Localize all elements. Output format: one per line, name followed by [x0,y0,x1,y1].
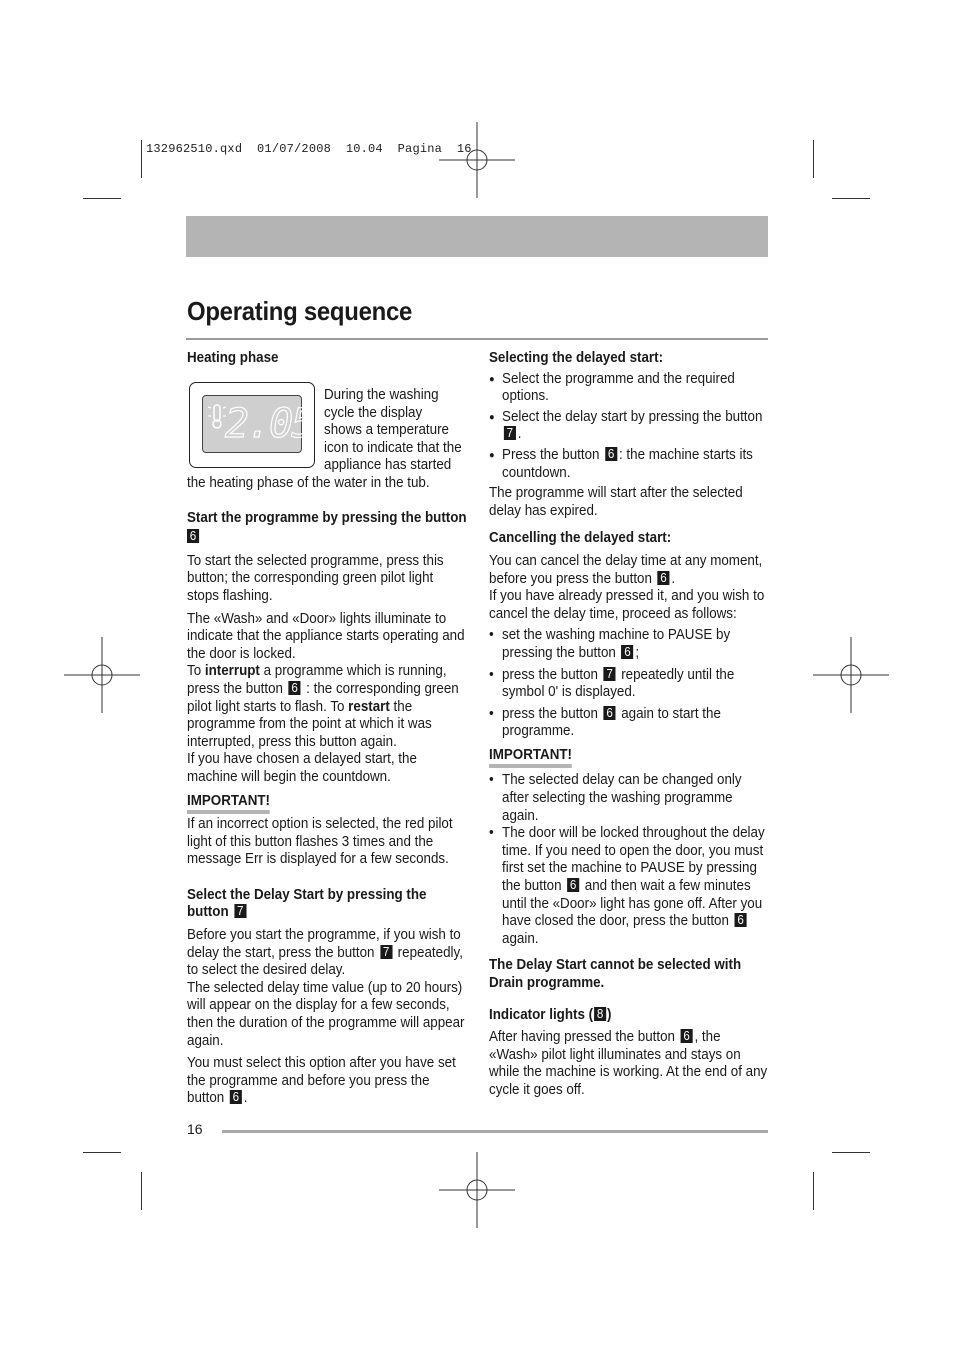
start-paragraph-1: To start the selected programme, press this button; the corresponding green pilot light stops flashing. [187,552,444,604]
delay-paragraph-3: You must select this option after you have set the programme and before you press the button 6 . [187,1055,456,1107]
start-heading: Start the programme by pressing the button 6 [187,509,467,544]
heating-heading: Heating phase [187,350,279,366]
important-list [489,772,768,948]
start-paragraph-4: If you have chosen a delayed start, the machine will begin the countdown. [187,751,417,785]
display-illustration [189,382,316,469]
indicator-heading: Indicator lights ( 8 ) [489,1006,612,1023]
button-6-badge: 6 [289,681,301,695]
crop-mark [83,198,121,199]
button-6-badge: 6 [621,645,633,659]
button-6-badge: 6 [605,447,617,461]
important-label: IMPORTANT! [489,747,572,769]
crop-mark [832,198,870,199]
footer-rule [222,1130,768,1133]
button-7-badge: 7 [504,426,516,440]
registration-mark-icon [439,1152,515,1228]
crop-mark [832,1152,870,1153]
list-item: ● Select the programme and the required options. [489,370,735,405]
important-label: IMPORTANT! [187,793,270,815]
button-7-badge: 7 [604,667,616,681]
indicator-paragraph: After having pressed the button 6 , the «Wash» pilot light illuminates and stays on while the machine is working. At the end of any cycle it goes off. [489,1029,768,1098]
left-column [187,350,469,368]
start-paragraph-5: If an incorrect option is selected, the red pilot light of this button flashes 3 times and the message Err is displayed for a few seconds. [187,816,453,868]
list-item: • The selected delay can be changed only after selecting the washing programme again. [489,772,742,824]
drain-note: The Delay Start cannot be selected with Drain programme. [489,957,742,991]
button-6-badge: 6 [187,529,199,543]
cancelling-paragraph-1: You can cancel the delay time at any moment, before you press the button 6 . [489,552,763,587]
header-bar [186,216,768,257]
cancelling-paragraph-2: If you have already pressed it, and you wish to cancel the delay time, proceed as follows: [489,588,765,622]
button-6-badge: 6 [735,913,747,927]
thermometer-icon [207,402,227,432]
crop-mark [141,140,142,178]
list-item: ● Press the button 6 : the machine starts its countdown. [489,446,753,481]
registration-mark-icon [813,637,889,713]
delay-paragraph-1: Before you start the programme, if you wish to delay the start, press the button 7 repeatedly, to select the desired delay. [187,927,463,979]
start-paragraph-2: The «Wash» and «Door» lights illuminate to indicate that the appliance starts operating and the door is locked. [187,610,465,662]
crop-mark [83,1152,121,1153]
heating-text-a: During the washing cycle the display shows a temperature icon to indicate that the appliance has started [324,387,462,474]
button-6-badge: 6 [567,878,579,892]
display-frame [189,382,315,468]
selecting-after: The programme will start after the selected delay has expired. [489,485,743,519]
cancelling-list [489,627,768,741]
delay-paragraph-2: The selected delay time value (up to 20 hours) will appear on the display for a few seconds, then the duration of the programme will appear again. [187,979,465,1049]
heating-text-b: the heating phase of the water in the tub. [187,475,430,491]
button-6-badge: 6 [230,1090,242,1104]
button-6-badge: 6 [658,571,670,585]
selecting-heading: Selecting the delayed start: [489,350,664,366]
crop-mark [813,140,814,178]
list-item: • The door will be locked throughout the delay time. If you need to open the door, you must first set the machine to PAUSE by pressing the button 6 and then wait a few minutes until the «Door» light has gone off. After you have closed the door, press the button 6 again. [489,825,765,947]
title-rule [186,338,768,340]
list-item: • press the button 6 again to start the programme. [489,705,721,740]
button-7-badge: 7 [234,904,246,918]
page-title: Operating sequence [187,296,412,326]
list-item: ● Select the delay start by pressing the button 7 . [489,408,763,443]
page-number: 16 [187,1121,203,1137]
print-header: 132962510.qxd 01/07/2008 10.04 Pagina 16 [146,142,472,156]
button-6-badge: 6 [604,706,616,720]
start-paragraph-3: To interrupt a programme which is running, press the button 6 : the corresponding green pilot light starts to flash. To restart the programme from the point at which it was interrupted, press this button again. [187,663,459,750]
right-column [489,350,771,1100]
delay-heading: Select the Delay Start by pressing the button 7 [187,886,427,921]
button-8-badge: 8 [594,1007,606,1021]
crop-mark [141,1172,142,1210]
left-column-body [187,475,469,1108]
list-item: • set the washing machine to PAUSE by pressing the button 6 ; [489,627,731,661]
cancelling-heading: Cancelling the delayed start: [489,530,672,547]
display-digits: 2.05 [225,401,314,447]
registration-mark-icon [439,122,515,198]
heating-text-side [324,387,474,475]
selecting-list [489,371,768,483]
display-screen [202,395,314,453]
crop-mark [813,1172,814,1210]
button-6-badge: 6 [681,1029,693,1043]
registration-mark-icon [64,637,140,713]
button-7-badge: 7 [380,945,392,959]
list-item: • press the button 7 repeatedly until the symbol 0' is displayed. [489,666,735,701]
